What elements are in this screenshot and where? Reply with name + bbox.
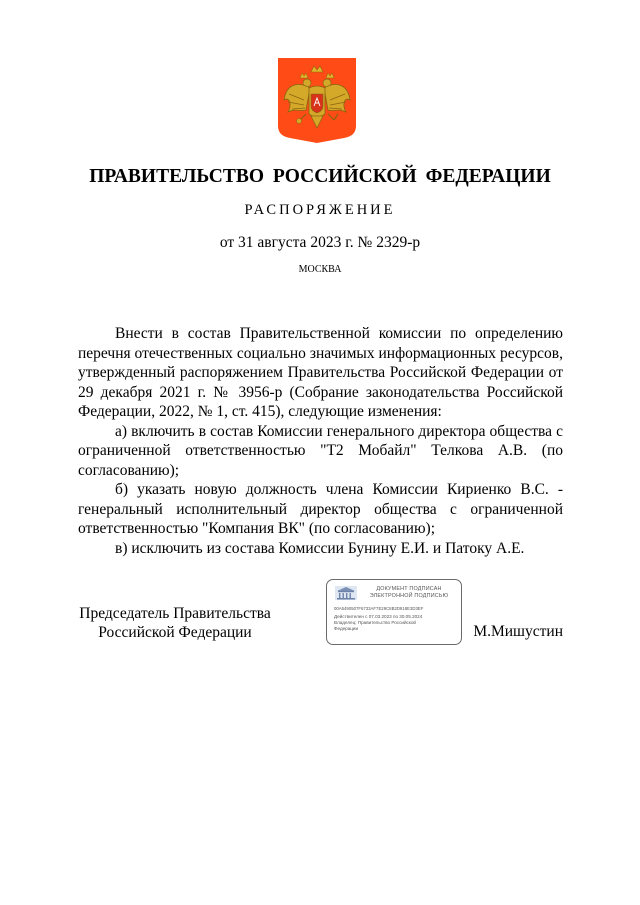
- stamp-validity: Действителен с 07.03.2023 по 30.05.2024: [334, 614, 423, 619]
- document-body: [78, 324, 563, 558]
- paragraph-intro: Внести в состав Правительственной комиссии по определению перечня отечественных социально значимых информационных ресурсов, утвержденный распоряжением Правительства Российской Федерации от 29 декабря 2021 г. № 3956-р (Собрание законодательства Российской Федерации, 2022, № 1, ст. 415), следующие изменения:: [78, 325, 563, 420]
- document-type: РАСПОРЯЖЕНИЕ: [244, 202, 396, 218]
- stamp-heading-line1: ДОКУМЕНТ ПОДПИСАН: [376, 586, 442, 592]
- signatory-position-line1: Председатель Правительства: [79, 605, 271, 622]
- signatory-name: М.Мишустин: [473, 623, 563, 640]
- stamp-owner-line1: Владелец: Правительство Российской: [334, 620, 416, 625]
- electronic-signature-stamp: [326, 579, 462, 645]
- government-building-icon: [334, 585, 358, 601]
- stamp-owner-line2: Федерации: [334, 626, 359, 631]
- government-title: ПРАВИТЕЛЬСТВО РОССИЙСКОЙ ФЕДЕРАЦИИ: [89, 166, 551, 187]
- paragraph-item-a: а) включить в состав Комиссии генерального директора общества с ограниченной ответственностью "Т2 Мобайл" Телкова А.В. (по согласованию);: [78, 422, 563, 479]
- signatory-position: [78, 604, 272, 642]
- paragraph-item-c: в) исключить из состава Комиссии Бунину Е.И. и Патоку А.Е.: [115, 539, 525, 557]
- document-date-number: от 31 августа 2023 г. № 2329-р: [219, 234, 421, 251]
- stamp-certificate-serial: 00A5490507F6733AF7E29C8B2D918E3D3EF: [334, 606, 424, 611]
- document-city: МОСКВА: [298, 264, 342, 275]
- coat-of-arms-icon: [276, 56, 358, 144]
- stamp-heading: [361, 586, 457, 600]
- stamp-heading-line2: ЭЛЕКТРОННОЙ ПОДПИСЬЮ: [369, 593, 449, 599]
- paragraph-item-b: б) указать новую должность члена Комиссии Кириенко В.С. - генеральный исполнительный директор общества с ограниченной ответственностью "Компания ВК" (по согласованию);: [78, 481, 563, 537]
- signatory-position-line2: Российской Федерации: [98, 624, 252, 641]
